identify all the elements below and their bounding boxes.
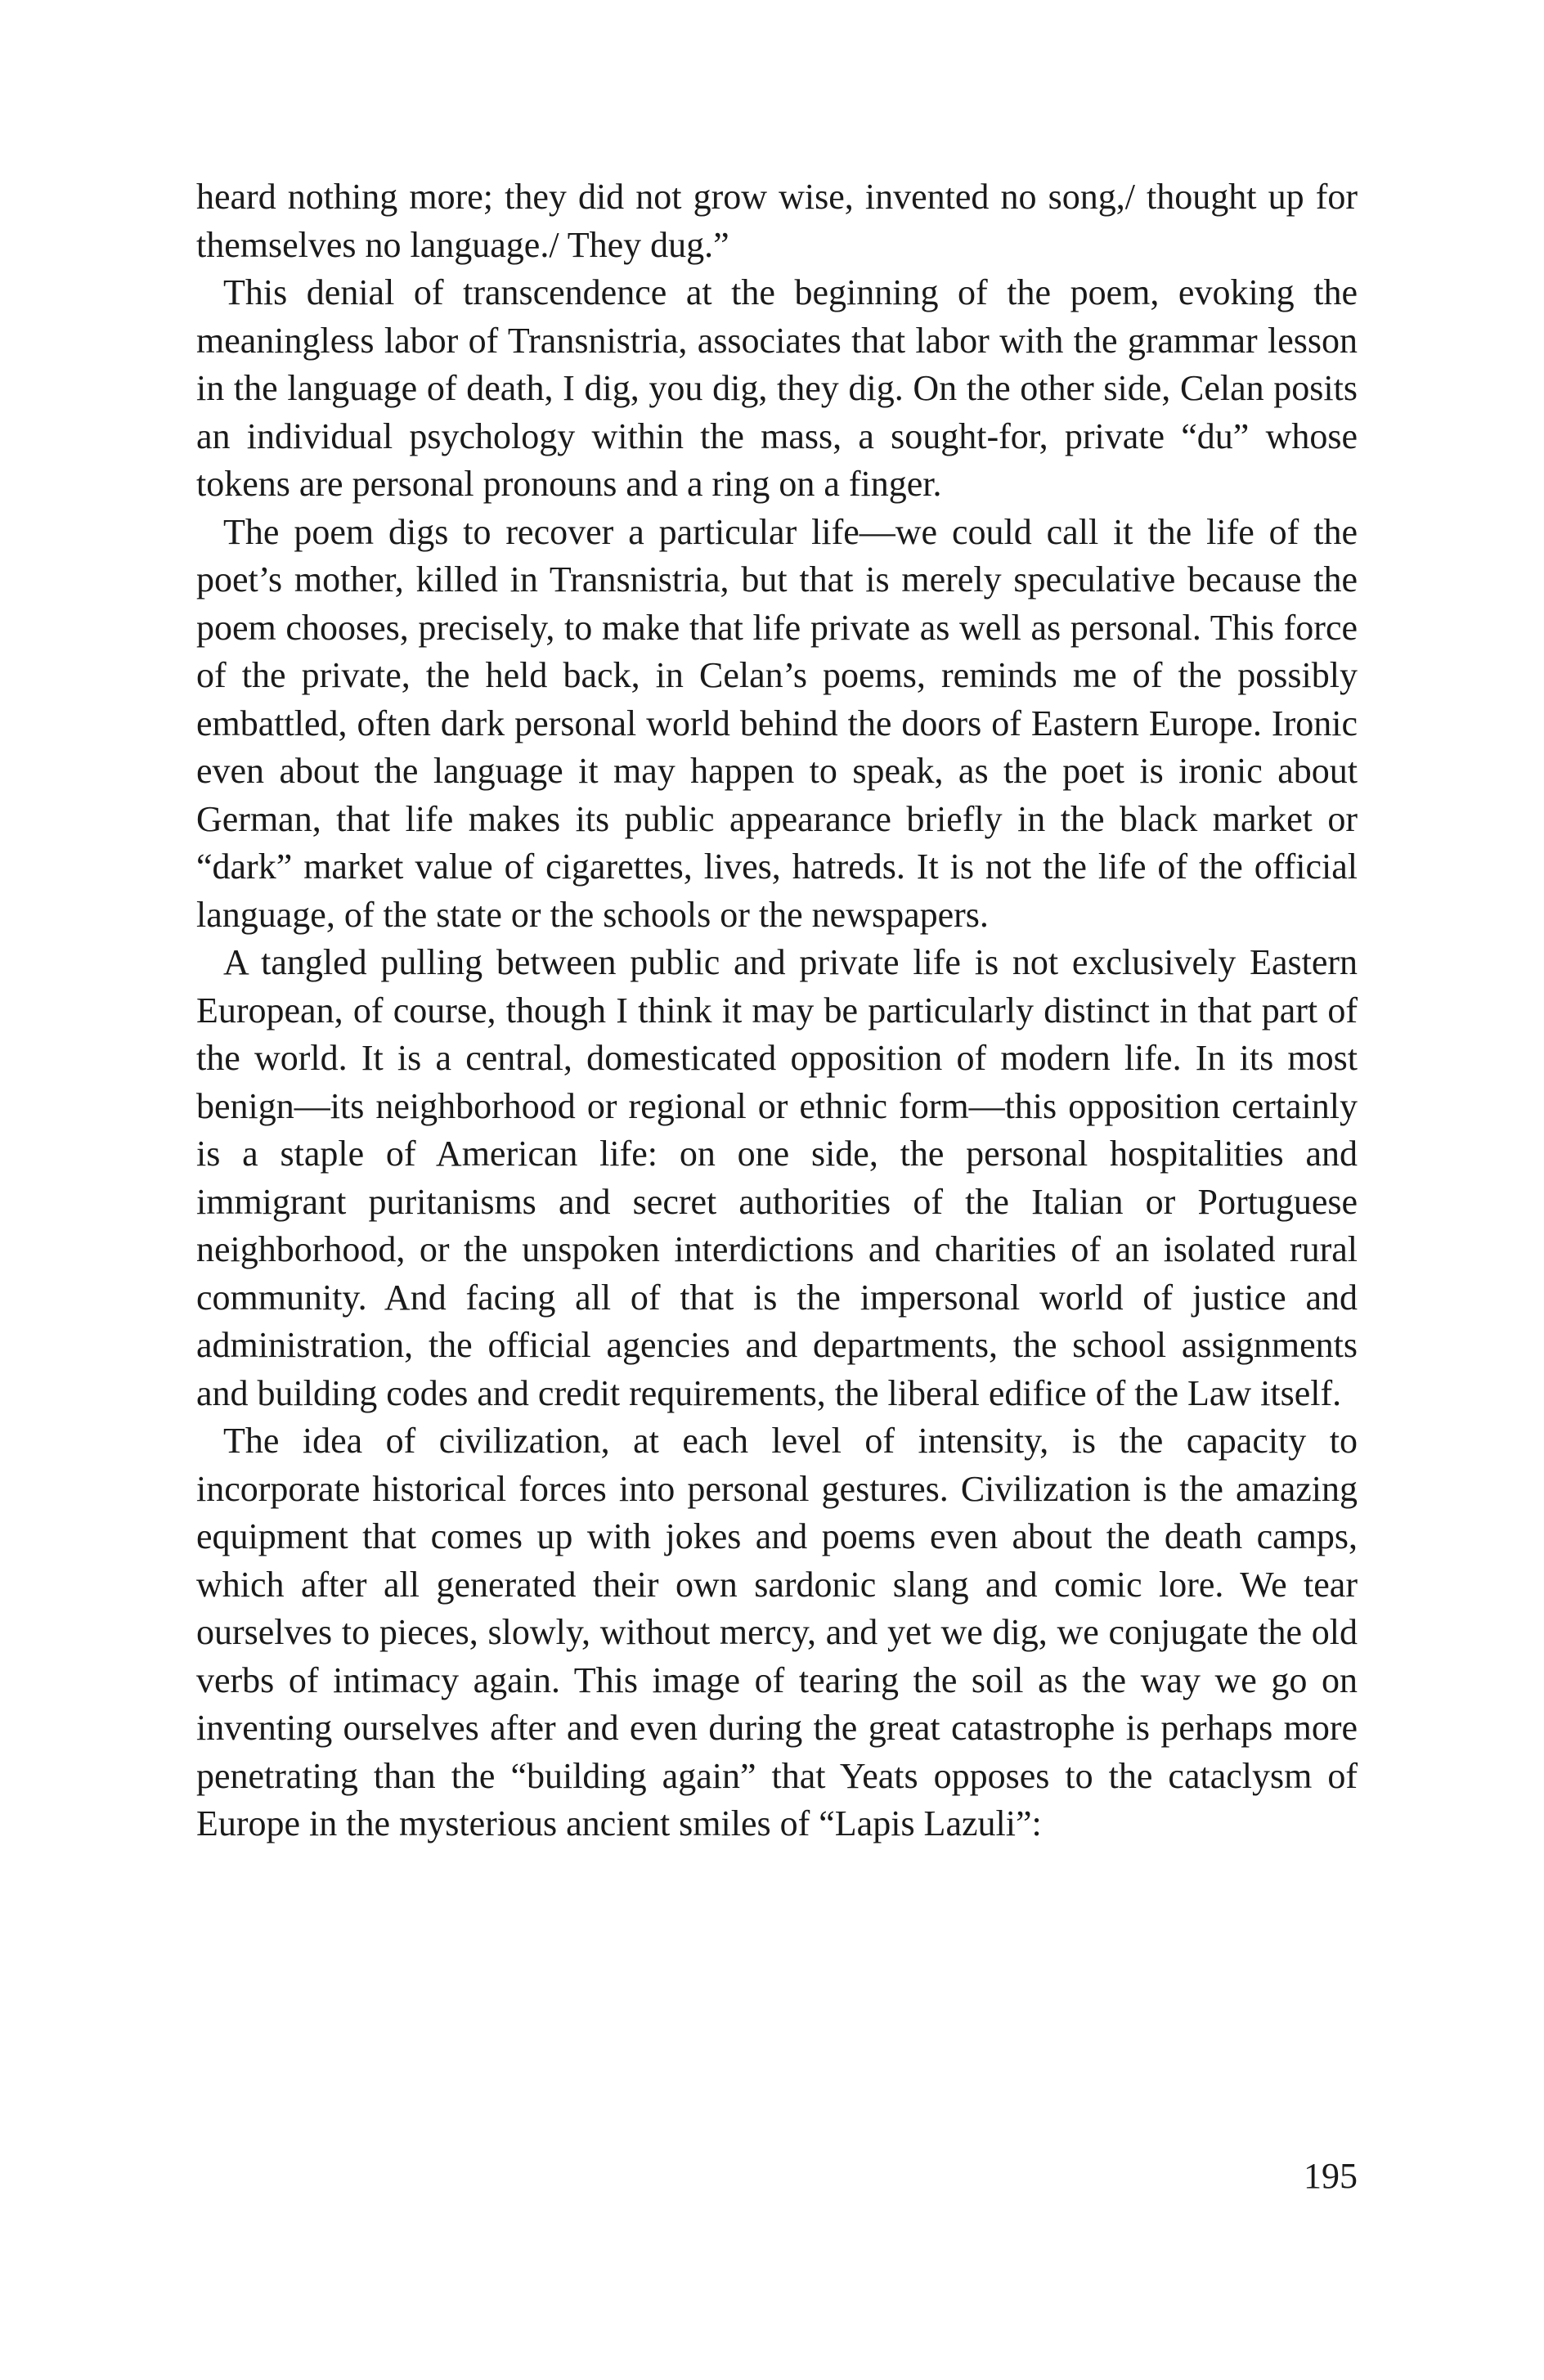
paragraph-3: The poem digs to recover a particular life—we could call it the life of the poet’s mother, killed in Transnistria, but that is merely speculative because the poem chooses, precisely, to make that life private as well as personal. This force of the private, the held back, in Celan’s poems, reminds me of the possibly embattled, often dark personal world behind the doors of Eastern Europe. Ironic even about the language it may happen to speak, as the poet is ironic about German, that life makes its public appearance briefly in the black market or “dark” market value of cigarettes, lives, hatreds. It is not the life of the official language, of the state or the schools or the newspapers. <box>196 511 1358 935</box>
paragraph-2: This denial of transcendence at the beginning of the poem, evoking the meaningless labor of Transnistria, associates that labor with the grammar lesson in the language of death, I dig, you dig, they dig. On the other side, Celan posits an individual psychology within the mass, a sought-for, private “du” whose tokens are personal pronouns and a ring on a finger. <box>196 272 1358 504</box>
paragraph-4: A tangled pulling between public and private life is not exclusively Eastern European, of course, though I think it may be particularly distinct in that part of the world. It is a central, domesticated opposition of modern life. In its most benign—its neighborhood or regional or ethnic form—this opposition certainly is a staple of American life: on one side, the personal hospitalities and immigrant puritanisms and secret authorities of the Italian or Portuguese neighborhood, or the unspoken interdictions and charities of an isolated rural community. And facing all of that is the impersonal world of justice and administration, the official agencies and departments, the school assignments and building codes and credit requirements, the liberal edifice of the Law itself. <box>196 942 1358 1413</box>
paragraph-1: heard nothing more; they did not grow wise, invented no song,/ thought up for themselves no language./ They dug.” <box>196 177 1358 265</box>
page-number: 195 <box>1304 2156 1358 2196</box>
paragraph-5: The idea of civilization, at each level of intensity, is the capacity to incorporate historical forces into personal gestures. Civilization is the amazing equipment that comes up with jokes and poems even about the death camps, which after all generated their own sardonic slang and comic lore. We tear ourselves to pieces, slowly, without mercy, and yet we dig, we conjugate the old verbs of intimacy again. This image of tearing the soil as the way we go on inventing ourselves after and even during the great catastrophe is perhaps more penetrating than the “building again” that Yeats opposes to the cataclysm of Europe in the mysterious ancient smiles of “Lapis Lazuli”: <box>196 1421 1358 1843</box>
body-text <box>196 173 1358 1848</box>
